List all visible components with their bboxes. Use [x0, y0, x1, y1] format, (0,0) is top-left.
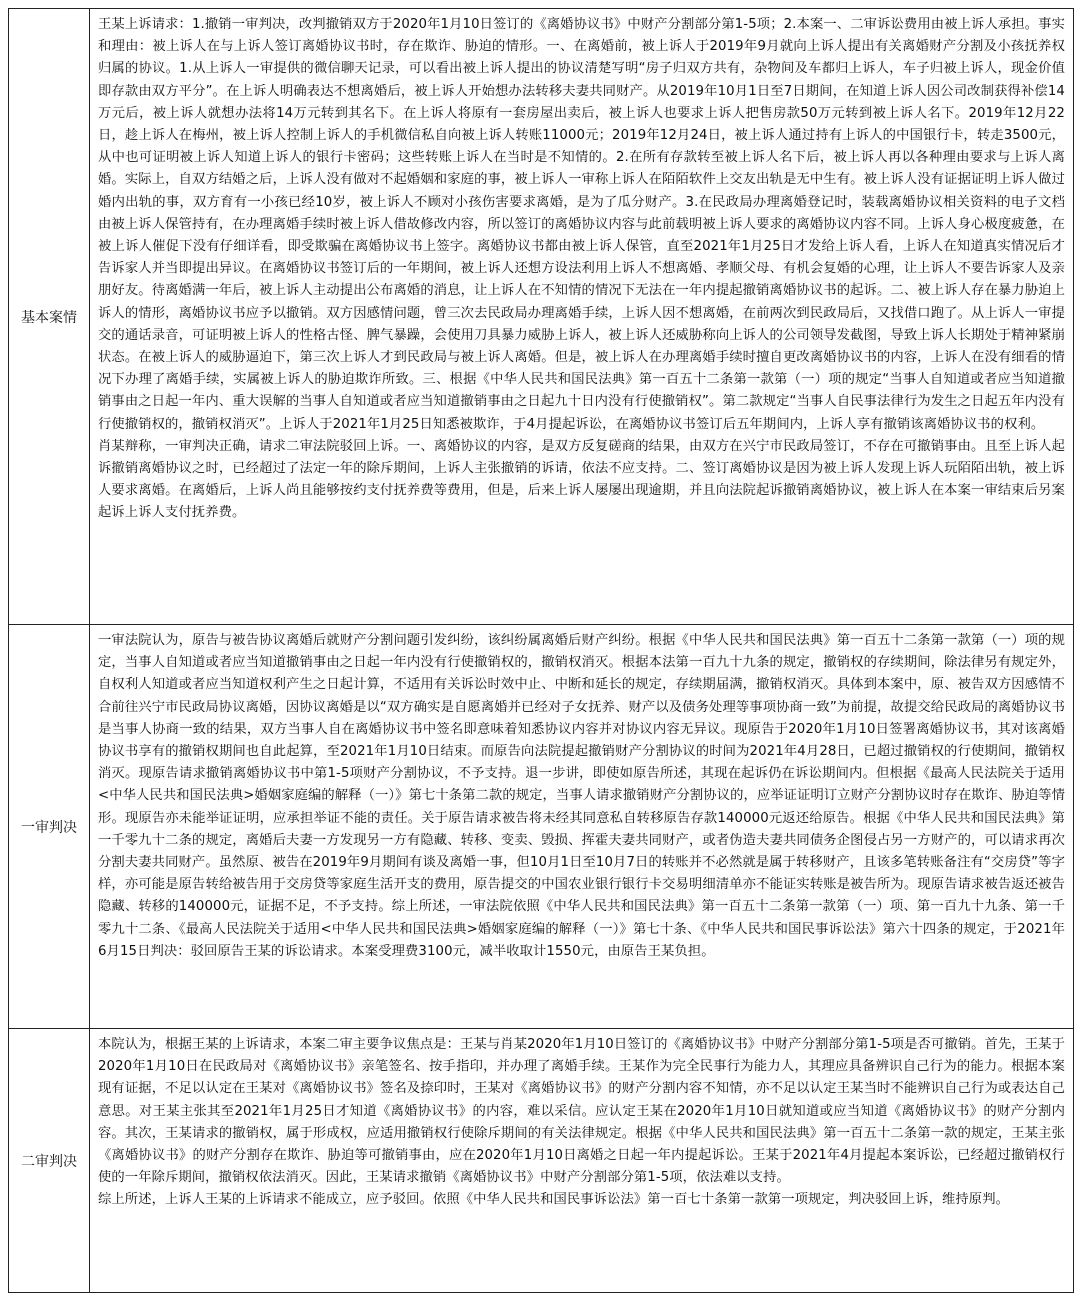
row-label-second-instance: 二审判决 [9, 1029, 90, 1292]
paragraph: 肖某辩称，一审判决正确，请求二审法院驳回上诉。一、离婚协议的内容，是双方反复磋商的结果，由双方在兴宁市民政局签订，不存在可撤销事由。且至上诉人起诉撤销离婚协议之时，已经超过了法定一年的除斥期间，上诉人主张撤销的诉请，依法不应支持。二、签订离婚协议是因为被上诉人发现上诉人玩陌陌出轨，被上诉人要求离婚。在离婚后，上诉人尚且能够按约支付抚养费等费用，但是，后来上诉人屡屡出现逾期，并且向法院起诉撤销离婚协议，被上诉人在本案一审结束后另案起诉上诉人支付抚养费。 [98, 438, 1065, 521]
paragraph: 本院认为，根据王某的上诉请求，本案二审主要争议焦点是：王某与肖某2020年1月10日签订的《离婚协议书》中财产分割部分第1-5项是否可撤销。首先，王某于2020年1月10日在民政局对《离婚协议书》亲笔签名、按手指印，并办理了离婚手续。王某作为完全民事行为能力人，其理应具备辨识自己行为的能力。根据本案现有证据，不足以认定在王某对《离婚协议书》签名及捺印时，王某对《离婚协议书》的财产分割内容不知情，亦不足以认定王某当时不能辨识自己行为或表达自己意思。对王某主张其至2021年1月25日才知道《离婚协议书》的内容，难以采信。应认定王某在2020年1月10日就知道或应当知道《离婚协议书》的财产分割内容。其次，王某请求的撤销权，属于形成权，应适用撤销权行使除斥期间的有关法律规定。根据《中华人民共和国民法典》第一百五十二条第一款的规定，王某主张《离婚协议书》的财产分割存在欺诈、胁迫等可撤销事由，应在2020年1月10日离婚之日起一年内提起诉讼。王某于2021年4月提起本案诉讼，已经超过撤销权行使的一年除斥期间，撤销权依法消灭。因此，王某请求撤销《离婚协议书》中财产分割部分第1-5项，依法难以支持。 [98, 1037, 1065, 1186]
table-row-first-instance [9, 625, 1073, 1029]
case-table [8, 8, 1074, 1293]
paragraph: 一审法院认为，原告与被告协议离婚后就财产分割问题引发纠纷，该纠纷属离婚后财产纠纷。根据《中华人民共和国民法典》第一百五十二条第一款第（一）项的规定，当事人自知道或者应当知道撤销事由之日起一年内没有行使撤销权的，撤销权消灭。根据本法第一百九十九条的规定，撤销权的存续期间，除法律另有规定外，自权利人知道或者应当知道权利产生之日起计算，不适用有关诉讼时效中止、中断和延长的规定，存续期届满，撤销权消灭。具体到本案中，原、被告双方因感情不合前往兴宁市民政局协议离婚，因协议离婚是以“双方确实是自愿离婚并已经对子女抚养、财产以及债务处理等事项协商一致”为前提，故提交给民政局的离婚协议书是当事人协商一致的结果，双方当事人自在离婚协议书中签名即意味着知悉协议内容并对协议内容无异议。现原告于2020年1月10日签署离婚协议书，其对该离婚协议书享有的撤销权期间也自此起算，至2021年1月10日结束。而原告向法院提起撤销财产分割协议的时间为2021年4月28日，已超过撤销权的行使期间，撤销权消灭。现原告请求撤销离婚协议书中第1-5项财产分割协议，不予支持。退一步讲，即使如原告所述，其现在起诉仍在诉讼期间内。但根据《最高人民法院关于适用<中华人民共和国民法典>婚姻家庭编的解释（一）》第七十条第二款的规定，当事人请求撤销财产分割协议的，应举证证明订立财产分割协议时存在欺诈、胁迫等情形。现原告亦未能举证证明，应承担举证不能的责任。关于原告请求被告将未经其同意私自转移原告存款140000元返还给原告。根据《中华人民共和国民法典》第一千零九十二条的规定，离婚后夫妻一方发现另一方有隐藏、转移、变卖、毁损、挥霍夫妻共同财产，或者伪造夫妻共同债务企图侵占另一方财产的，可以请求再次分割夫妻共同财产。虽然原、被告在2019年9月期间有谈及离婚一事，但10月1日至10月7日的转账并不必然就是属于转移财产，且该多笔转账备注有“交房贷”等字样，亦可能是原告转给被告用于交房贷等家庭生活开支的费用，原告提交的中国农业银行银行卡交易明细清单亦不能证实转账是被告所为。现原告请求被告返还被告隐藏、转移的140000元，证据不足，不予支持。综上所述，一审法院依照《中华人民共和国民法典》第一百五十二条第一款第（一）项、第一百九十九条、第一千零九十二条、《最高人民法院关于适用<中华人民共和国民法典>婚姻家庭编的解释（一）》第七十条、《中华人民共和国民事诉讼法》第六十四条的规定，于2021年6月15日判决：驳回原告王某的诉讼请求。本案受理费3100元，减半收取计1550元，由原告王某负担。 [98, 633, 1066, 959]
row-content-second-instance [90, 1029, 1073, 1292]
table-row-basic-facts [9, 9, 1073, 625]
row-content-basic-facts [90, 9, 1073, 624]
row-label-basic-facts: 基本案情 [9, 9, 90, 624]
paragraph: 王某上诉请求：1.撤销一审判决，改判撤销双方于2020年1月10日签订的《离婚协议书》中财产分割部分第1-5项；2.本案一、二审诉讼费用由被上诉人承担。事实和理由：被上诉人在与上诉人签订离婚协议书时，存在欺诈、胁迫的情形。一、在离婚前，被上诉人于2019年9月就向上诉人提出有关离婚财产分割及小孩抚养权归属的协议。1.从上诉人一审提供的微信聊天记录，可以看出被上诉人提出的协议清楚写明“房子归双方共有，杂物间及车都归上诉人，车子归被上诉人，现金价值即存款由双方平分”。在上诉人明确表达不想离婚后，被上诉人开始想办法转移夫妻共同财产。从2019年10月1日至7日期间，在知道上诉人因公司改制获得补偿14万元后，被上诉人就想办法将14万元转到其名下。在上诉人将原有一套房屋出卖后，被上诉人也要求上诉人把售房款50万元转到被上诉人名下。2019年12月22日，趁上诉人在梅州，被上诉人控制上诉人的手机微信私自向被上诉人转账11000元；2019年12月24日，被上诉人通过持有上诉人的中国银行卡，转走3500元，从中也可证明被上诉人知道上诉人的银行卡密码；这些转账上诉人在当时是不知情的。2.在所有存款转至被上诉人名下后，被上诉人再以各种理由要求与上诉人离婚。实际上，自双方结婚之后，上诉人没有做对不起婚姻和家庭的事，被上诉人一审称上诉人在陌陌软件上交友出轨是无中生有。被上诉人没有证据证明上诉人做过婚内出轨的事，双方育有一小孩已经10岁，被上诉人不顾对小孩伤害要求离婚，是为了瓜分财产。3.在民政局办理离婚登记时，装载离婚协议相关资料的电子文档由被上诉人保管持有，在办理离婚手续时被上诉人借故修改内容，所以签订的离婚协议内容与此前载明被上诉人要求的离婚协议内容不同。上诉人身心极度疲惫，在被上诉人催促下没有仔细详看，即受欺骗在离婚协议书上签字。离婚协议书都由被上诉人保管，直至2021年1月25日才发给上诉人看，上诉人在知道真实情况后才告诉家人并当即提出异议。在离婚协议书签订后的一年期间，被上诉人还想方设法利用上诉人不想离婚、孝顺父母、有机会复婚的心理，让上诉人不要告诉家人及亲朋好友。待离婚满一年后，被上诉人主动提出公布离婚的消息，让上诉人在不知情的情况下无法在一年内提起撤销离婚协议书的起诉。二、被上诉人存在暴力胁迫上诉人的情形，离婚协议书应予以撤销。双方因感情问题，曾三次去民政局办理离婚手续，上诉人因不想离婚，在前两次到民政局后，又找借口跑了。从上诉人一审提交的通话录音，可证明被上诉人的性格古怪、脾气暴躁，会使用刀具暴力威胁上诉人，被上诉人还威胁称向上诉人的公司领导发截图，导致上诉人长期处于精神紧崩状态。在被上诉人的威胁逼迫下，第三次上诉人才到民政局与被上诉人离婚。但是，被上诉人在办理离婚手续时擅自更改离婚协议书的内容，上诉人在没有细看的情况下办理了离婚手续，实属被上诉人的胁迫欺诈所致。三、根据《中华人民共和国民法典》第一百五十二条第一款第（一）项的规定“当事人自知道或者应当知道撤销事由之日起一年内、重大误解的当事人自知道或者应当知道撤销事由之日起九十日内没有行使撤销权”。第二款规定“当事人自民事法律行为发生之日起五年内没有行使撤销权的，撤销权消灭”。上诉人于2021年1月25日知悉被欺诈，于4月提起诉讼，在离婚协议书签订后五年期间内，上诉人享有撤销该离婚协议书的权利。 [98, 17, 1065, 432]
table-row-second-instance [9, 1029, 1073, 1292]
row-label-first-instance: 一审判决 [9, 625, 90, 1028]
paragraph: 综上所述，上诉人王某的上诉请求不能成立，应予驳回。依照《中华人民共和国民事诉讼法》第一百七十条第一款第一项规定，判决驳回上诉，维持原判。 [98, 1192, 1009, 1208]
row-content-first-instance [90, 625, 1073, 1028]
